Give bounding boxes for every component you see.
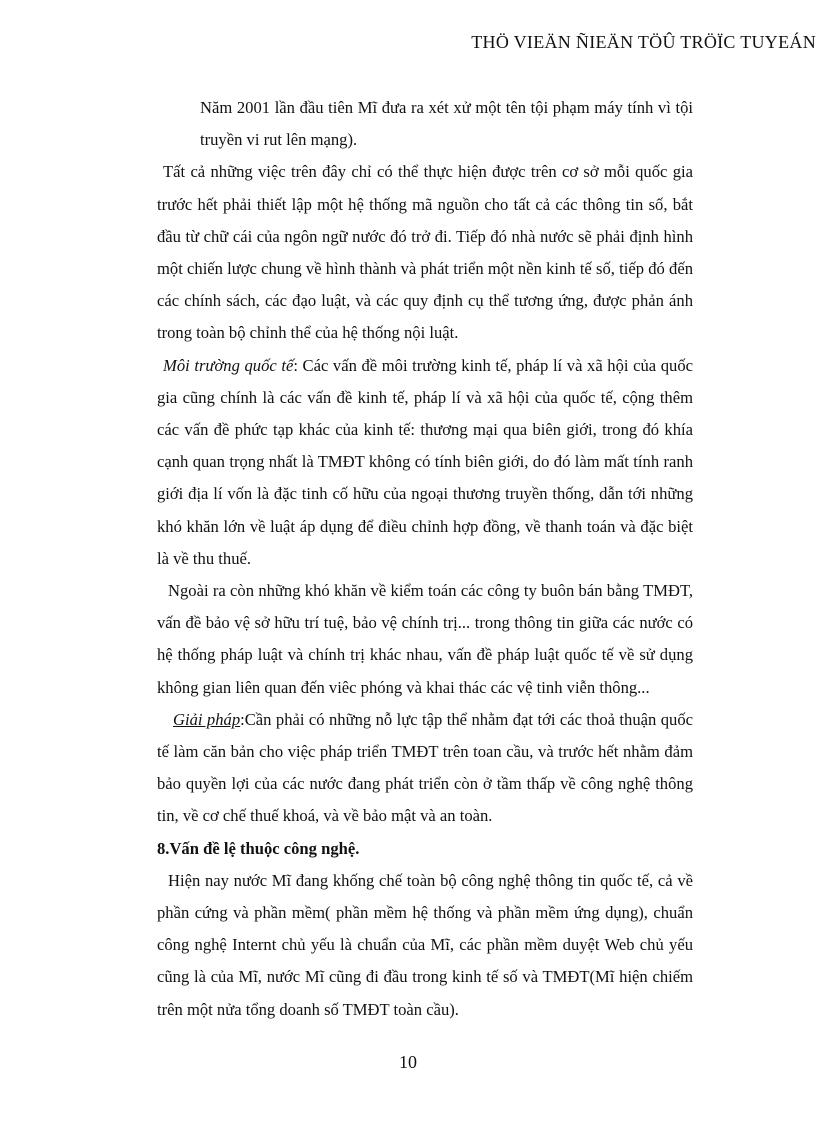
paragraph-tech-dependence: Hiện nay nước Mĩ đang khống chế toàn bộ công nghệ thông tin quốc tế, cả về phần cứng và phần mềm( phần mềm hệ thống và phần mềm ứng dụng), chuẩn công nghệ Internt chủ yếu là chuẩn của Mĩ, các phần mềm duyệt Web chủ yếu cũng là của Mĩ, nước Mĩ cũng đi đầu trong kinh tế số và TMĐT(Mĩ hiện chiếm trên một nửa tổng doanh số TMĐT toàn cầu).: [157, 870, 693, 1019]
paragraph-international-environment: [157, 350, 718, 575]
section-heading: 8.Vấn đề lệ thuộc công nghệ.: [157, 838, 360, 858]
paragraph-solution: [157, 704, 693, 833]
solution-text: :Cần phải có những nỗ lực tập thể nhằm đạt tới các thoả thuận quốc tế làm căn bản cho việc pháp triển TMĐT trên toan cầu, và trước hết nhằm đảm bảo quyền lợi của các nước đang phát triển còn ở tầm thấp về công nghệ thông tin, về cơ chế thuế khoá, và về bảo mật và an toàn.: [157, 709, 693, 826]
international-environment-label: Môi trường quốc tế: [163, 355, 294, 375]
international-environment-text: : Các vấn đề môi trường kinh tế, pháp lí và xã hội của quốc gia cũng chính là các vấn đề kinh tế, pháp lí và xã hội của quốc tế, cộng thêm các vấn đề phức tạp khác của kinh tế: thương mại qua biên giới, trong đó khía cạnh quan trọng nhất là TMĐT không có tính biên giới, do đó làm mất tính ranh giới địa lí vốn là đặc tinh cố hữu của ngoại thương truyền thống, dẫn tới những khó khăn lớn về luật áp dụng để điều chỉnh hợp đồng, về thanh toán và đặc biệt là về thu thuế.: [157, 355, 718, 568]
page-header: THÖ VIEÄN ÑIEÄN TÖÛ TRÖÏC TUYEÁN: [471, 32, 816, 52]
solution-label: Giải pháp: [173, 709, 241, 729]
paragraph-continuation: Năm 2001 lần đầu tiên Mĩ đưa ra xét xử một tên tội phạm máy tính vì tội truyền vi rut lên mạng).: [200, 98, 693, 150]
paragraph-other-difficulties: Ngoài ra còn những khó khăn về kiểm toán các công ty buôn bán bằng TMĐT, vấn đề bảo vệ sở hữu trí tuệ, bảo vệ chính trị... trong thông tin giữa các nước có hệ thống pháp luật và chính trị khác nhau, vấn đề pháp luật quốc tế về sử dụng không gian liên quan đến viêc phóng và khai thác các vệ tinh viễn thông...: [157, 581, 693, 697]
page-number: 10: [399, 1052, 417, 1072]
paragraph-conditions: Tất cả những việc trên đây chỉ có thể thực hiện được trên cơ sở mỗi quốc gia trước hết phải thiết lập một hệ thống mã nguồn cho tất cả các thông tin số, bắt đầu từ chữ cái của ngôn ngữ nước đó trở đi. Tiếp đó nhà nước sẽ phải định hình một chiến lược chung về hình thành và phát triển một nền kinh tế số, tiếp đó đến các chính sách, các đạo luật, và các quy định cụ thể tương ứng, được phản ánh trong toàn bộ chỉnh thể của hệ thống nội luật.: [157, 162, 693, 343]
document-body: [157, 92, 718, 1026]
